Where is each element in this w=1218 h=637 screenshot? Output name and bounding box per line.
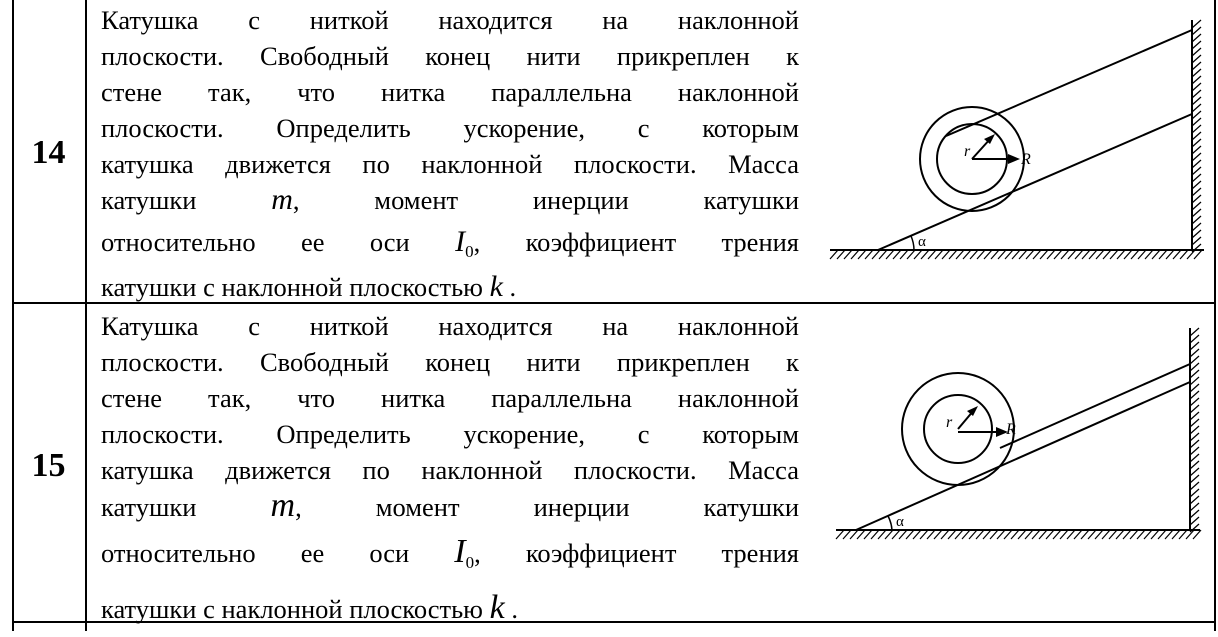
friction-symbol: k — [489, 270, 503, 303]
task-inertia-line — [101, 218, 799, 266]
label-r: r — [946, 414, 953, 431]
inertia-expression — [455, 225, 800, 261]
task-text-line: плоскости. Свободный конец нити прикреплен к — [101, 347, 799, 377]
label-R: R — [1006, 421, 1016, 438]
task-mass-line — [101, 182, 799, 218]
word: катушки — [703, 185, 800, 215]
angle-arc — [888, 516, 892, 530]
thread-line — [946, 30, 1192, 136]
inertia-subscript: 0 — [465, 242, 474, 261]
relative-text: относительно ее оси — [101, 538, 410, 568]
word: катушки — [703, 492, 800, 522]
friction-text: , коэффициент трения — [473, 227, 800, 257]
friction-symbol: k — [489, 589, 505, 626]
incline-line — [856, 382, 1190, 530]
task-text-line: плоскости. Определить ускорение, с которым — [101, 113, 799, 143]
inertia-expression — [454, 533, 800, 572]
inertia-symbol: I — [454, 533, 466, 570]
task-text-line: плоскости. Свободный конец нити прикреплен к — [101, 41, 799, 71]
task-text-line: стене так, что нитка параллельна наклонной — [101, 383, 799, 413]
ground-hatching — [830, 250, 1202, 259]
label-r: r — [964, 143, 971, 160]
ground-hatching — [836, 530, 1201, 539]
task-text-line: Катушка с ниткой находится на наклонной — [101, 311, 799, 341]
inertia-subscript: 0 — [465, 553, 475, 572]
mass-symbol: m — [270, 487, 296, 524]
word: инерции — [533, 492, 630, 522]
arrow-head — [967, 406, 978, 416]
arrow-head — [1008, 154, 1020, 164]
incline-spool-figure — [826, 10, 1216, 270]
word: инерции — [532, 185, 629, 215]
task-text — [101, 2, 799, 308]
word: катушки — [101, 492, 197, 522]
task-inertia-line — [101, 524, 799, 580]
mass-symbol: m — [271, 183, 293, 216]
task-text-line: Катушка с ниткой находится на наклонной — [101, 5, 799, 35]
word: катушки — [101, 185, 197, 215]
angle-arc — [911, 236, 914, 250]
label-alpha: α — [896, 514, 904, 530]
incline-spool-figure — [826, 318, 1216, 548]
task-text-line: катушка движется по наклонной плоскости. Масса — [101, 149, 799, 179]
task-text-line: плоскости. Определить ускорение, с которым — [101, 419, 799, 449]
task-last-line: катушки с наклонной плоскостью k . — [101, 270, 517, 303]
table-border-left — [12, 0, 14, 631]
task-number: 15 — [31, 447, 66, 484]
task-mass-line — [101, 488, 799, 524]
thread-line — [1000, 364, 1190, 448]
label-alpha: α — [918, 234, 926, 250]
word: момент — [375, 492, 460, 522]
task-text-line: катушка движется по наклонной плоскости. Масса — [101, 455, 799, 485]
label-R: R — [1021, 151, 1031, 168]
relative-text: относительно ее оси — [101, 227, 410, 257]
wall-hatching — [1192, 20, 1201, 252]
friction-text: , коэффициент трения — [474, 538, 800, 568]
wall-hatching — [1190, 328, 1199, 532]
task-text-line: стене так, что нитка параллельна наклонной — [101, 77, 799, 107]
mass-expression: m, — [270, 487, 302, 524]
mass-expression: m, — [271, 183, 300, 216]
task-last-line: катушки с наклонной плоскостью k . — [101, 589, 518, 626]
inertia-symbol: I — [455, 225, 466, 258]
table-border-column — [85, 0, 87, 631]
word: момент — [374, 185, 459, 215]
task-number: 14 — [31, 134, 66, 171]
task-text — [101, 308, 799, 636]
